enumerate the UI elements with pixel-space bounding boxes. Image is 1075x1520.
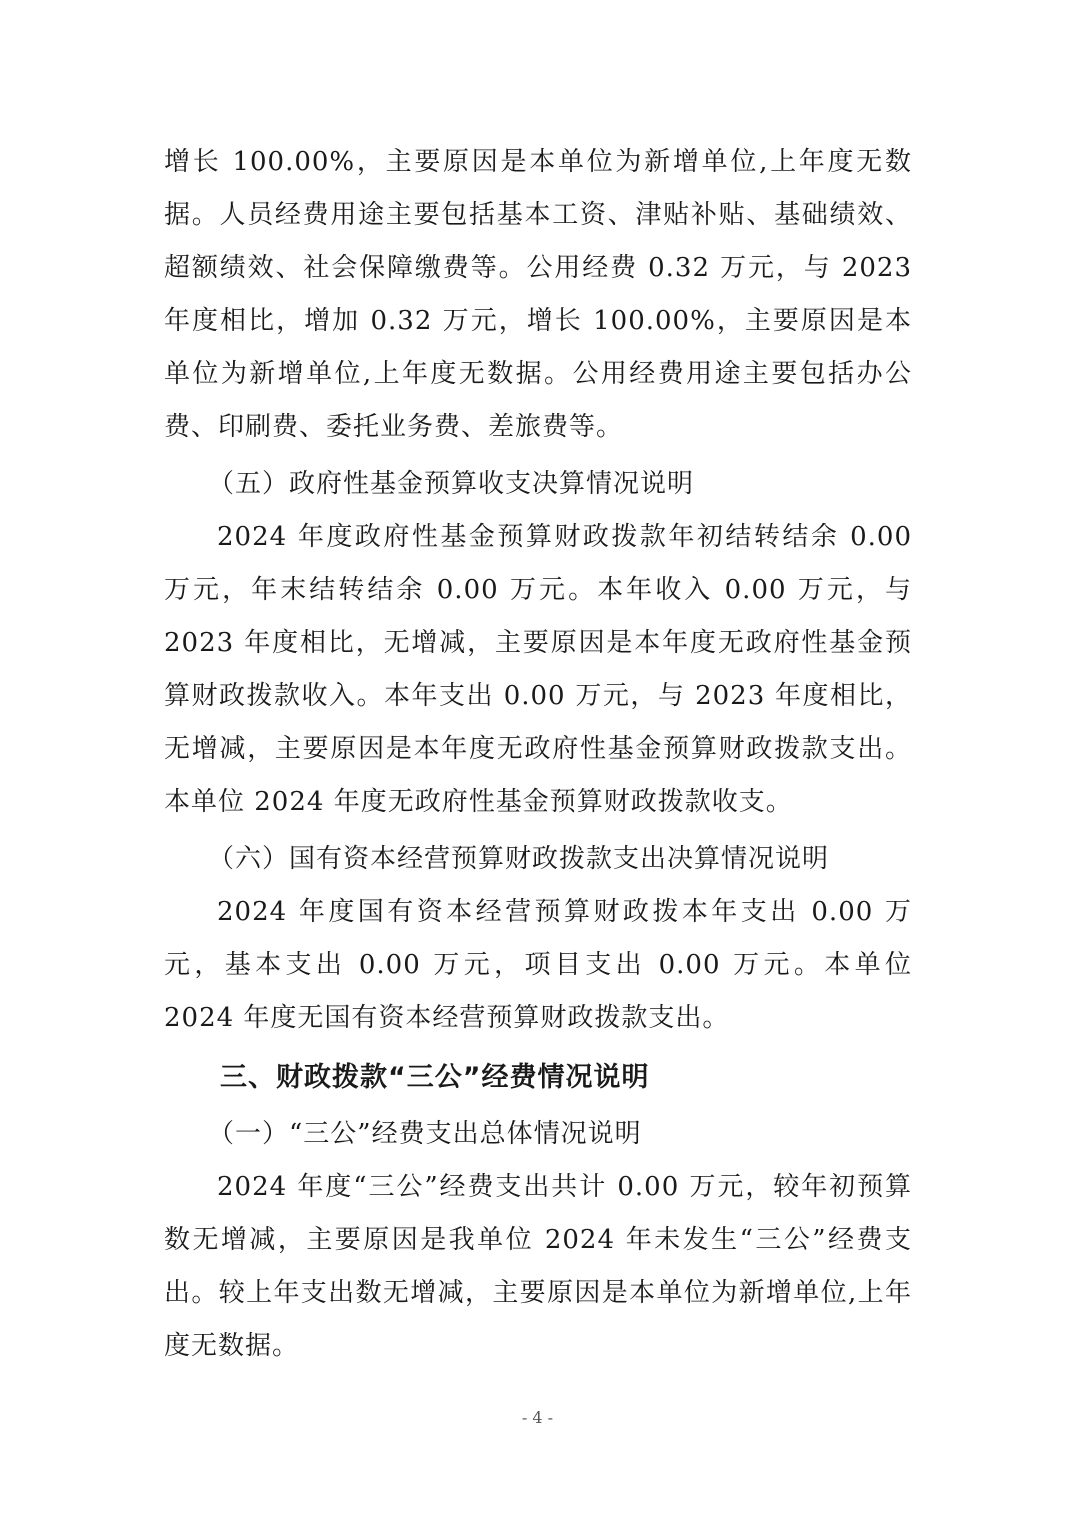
paragraph-personnel-public-expenses: 增长 100.00%，主要原因是本单位为新增单位,上年度无数据。人员经费用途主要包括基本工资、津贴补贴、基础绩效、超额绩效、社会保障缴费等。公用经费 0.32 万元，与 2023 年度相比，增加 0.32 万元，增长 100.00%，主要原因是本单位为新增单位,上年度无数据。公用经费用途主要包括办公费、印刷费、委托业务费、差旅费等。 <box>164 147 912 442</box>
paragraph-state-capital-budget: 2024 年度国有资本经营预算财政拨本年支出 0.00 万元，基本支出 0.00 万元，项目支出 0.00 万元。本单位 2024 年度无国有资本经营预算财政拨款支出。 <box>164 897 912 1033</box>
heading-state-capital-budget: （六）国有资本经营预算财政拨款支出决算情况说明 <box>208 844 830 874</box>
heading-government-fund-budget: （五）政府性基金预算收支决算情况说明 <box>208 469 695 499</box>
paragraph-government-fund-budget: 2024 年度政府性基金预算财政拨款年初结转结余 0.00 万元，年末结转结余 0.00 万元。本年收入 0.00 万元，与 2023 年度相比，无增减，主要原因是本年度无政府性基金预算财政拨款收入。本年支出 0.00 万元，与 2023 年度相比，无增减，主要原因是本年度无政府性基金预算财政拨款支出。本单位 2024 年度无政府性基金预算财政拨款收支。 <box>164 522 912 817</box>
section-heading-three-public-expenses: 三、财政拨款“三公”经费情况说明 <box>220 1062 650 1093</box>
heading-three-public-overview: （一）“三公”经费支出总体情况说明 <box>208 1119 642 1149</box>
page-number: - 4 - <box>521 1408 554 1427</box>
paragraph-three-public-overview: 2024 年度“三公”经费支出共计 0.00 万元，较年初预算数无增减，主要原因是我单位 2024 年未发生“三公”经费支出。较上年支出数无增减，主要原因是本单位为新增单位,上年度无数据。 <box>164 1172 912 1361</box>
document-page <box>164 136 912 1373</box>
